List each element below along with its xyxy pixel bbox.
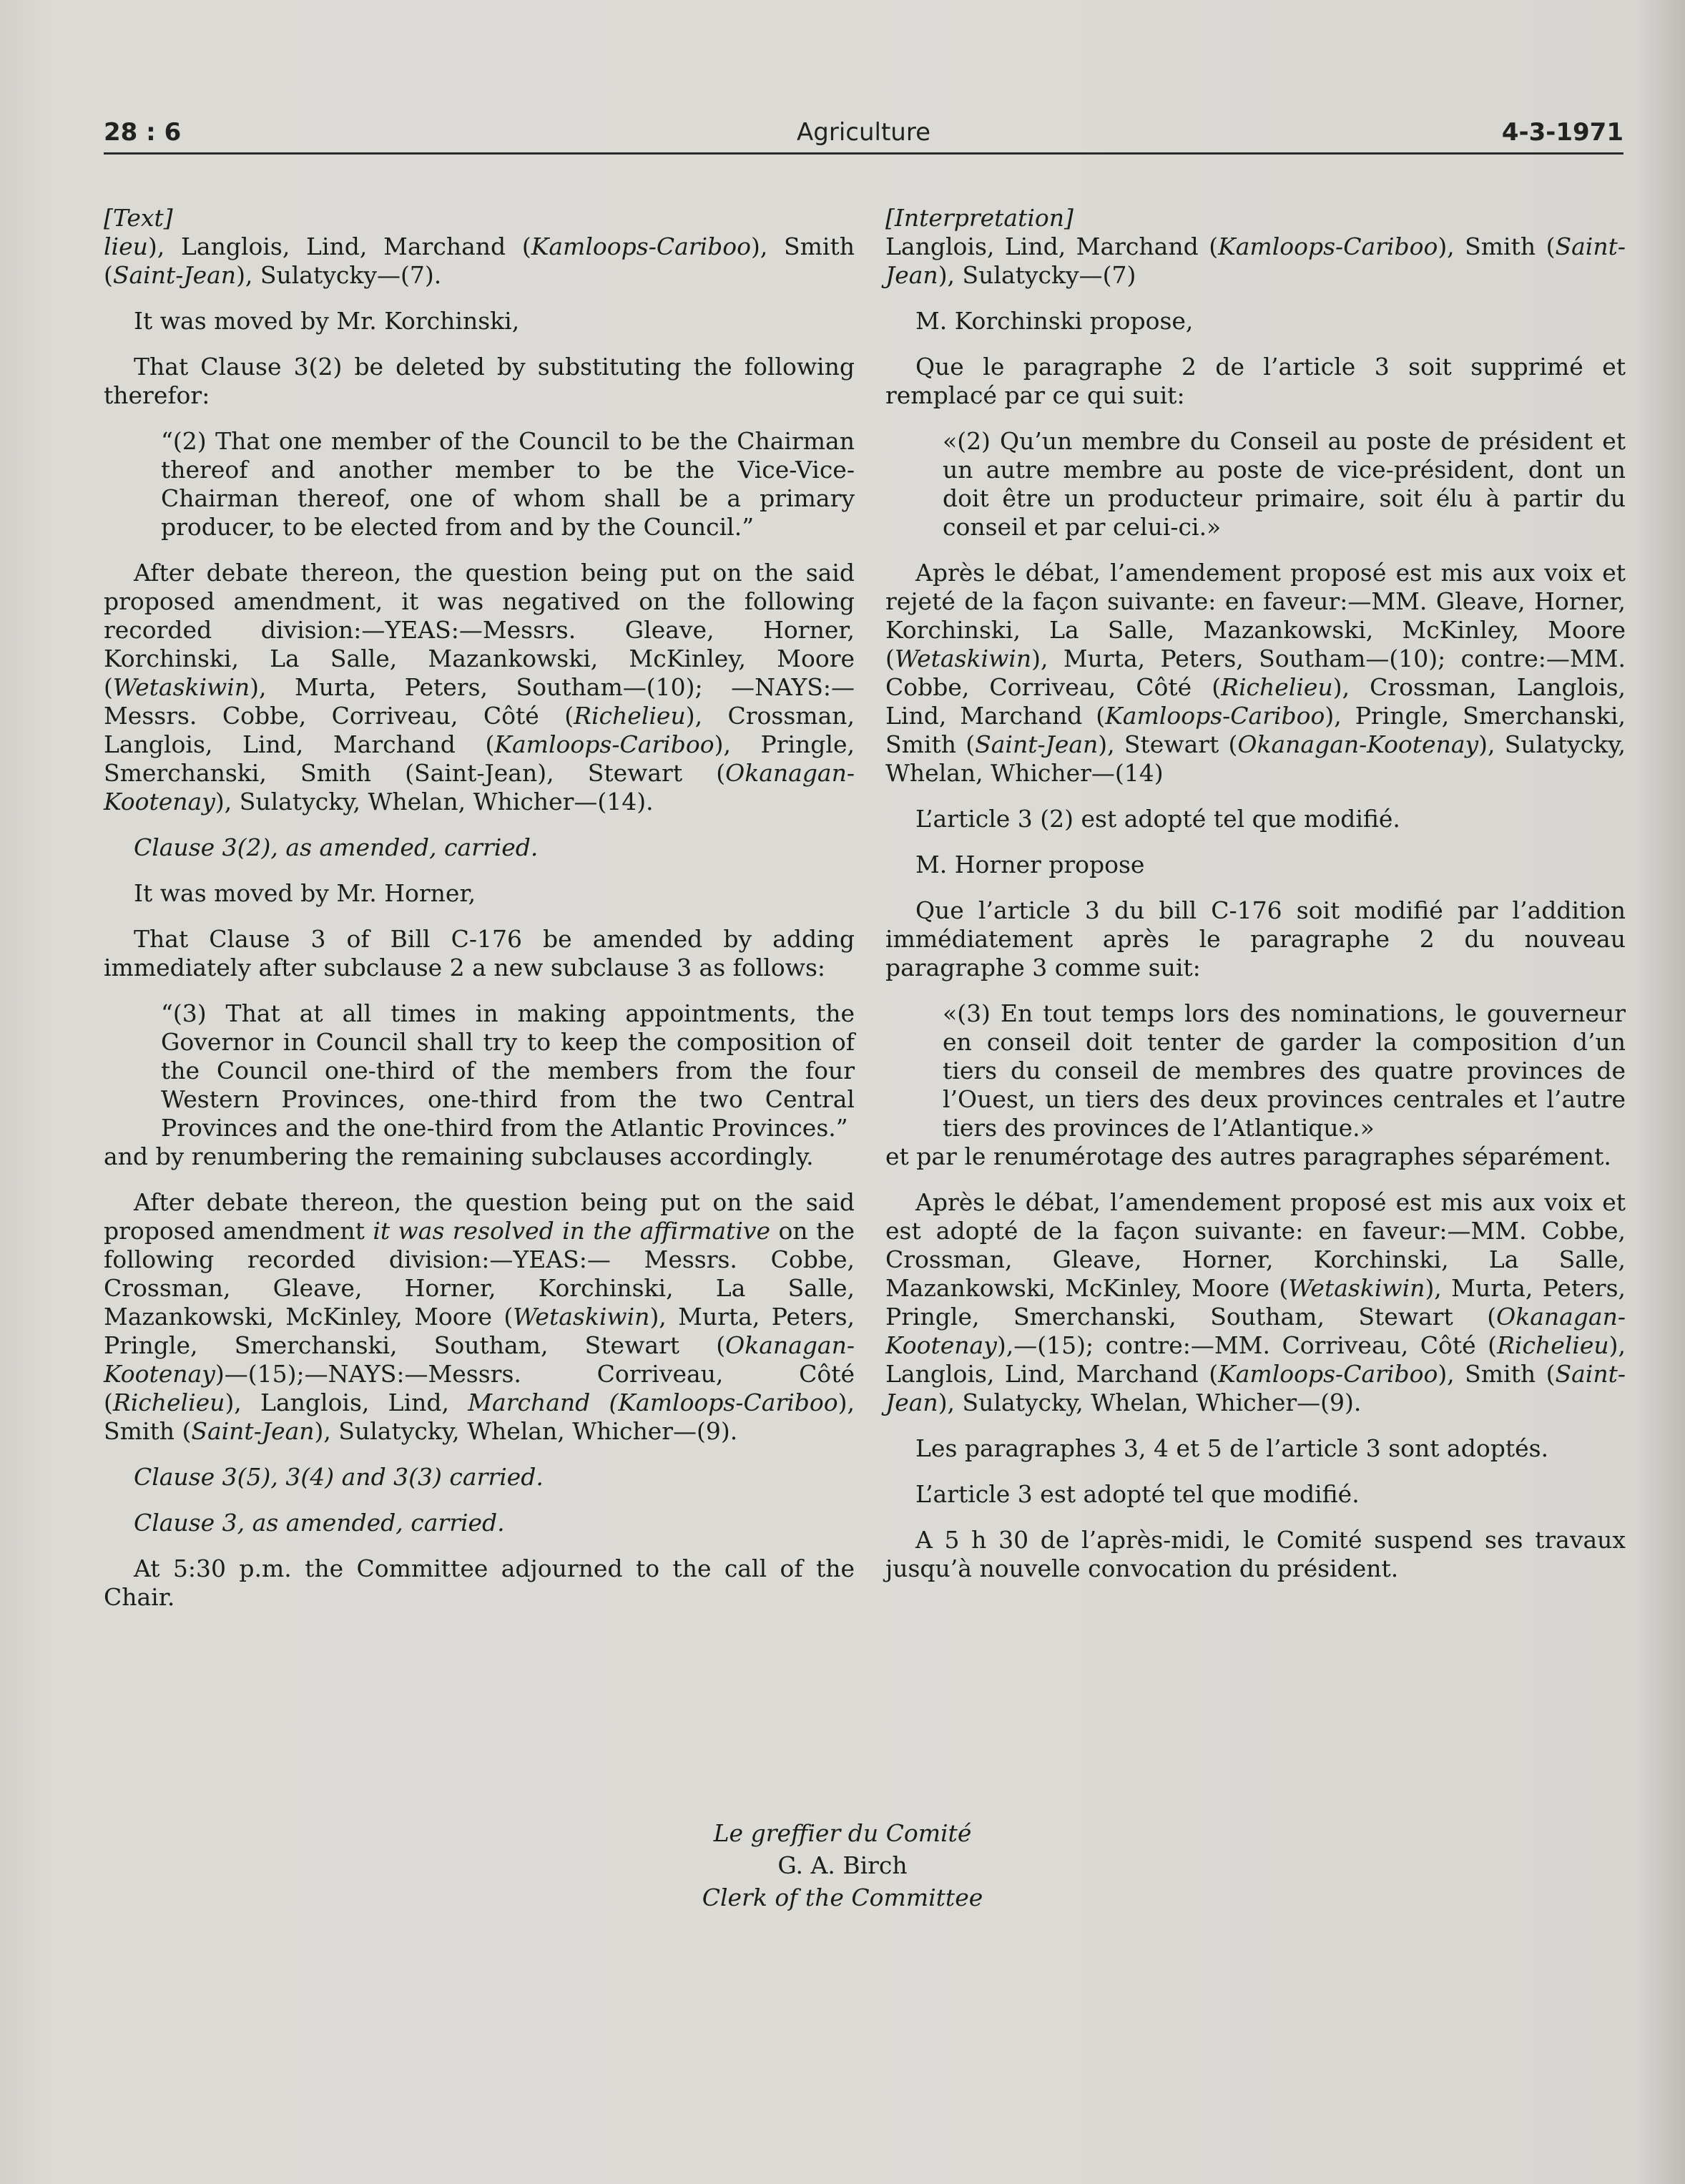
paragraph: M. Horner propose (915, 851, 1145, 878)
page-header (104, 118, 1623, 154)
paragraph: After debate thereon, the question being put on the said proposed amendment it was resolved in the affirmative on the following recorded division:—YEAS:— Messrs. Cobbe, Crossman, Gleave, Horner, Korchinski, La Salle, Mazankowski, McKinley, Moore (Wetaskiwin), Murta, Peters, Pringle, Smerchanski, Southam, Stewart (Okanagan-Kootenay)—(15);—NAYS:—Messrs. Corriveau, Côté (Richelieu), Langlois, Lind, Marchand (Kamloops-Cariboo), Smith (Saint-Jean), Sulatycky, Whelan, Whicher—(9). (104, 1188, 855, 1445)
signature-block (0, 1817, 1685, 1914)
paragraph: M. Korchinski propose, (915, 307, 1194, 335)
quoted-clause: “(2) That one member of the Council to be the Chairman thereof and another member to be the Vice-Vice-Chairman thereof, one of whom shall be a primary producer, to be elected from and by the Council.” (161, 427, 855, 541)
english-column (104, 204, 855, 1629)
column-tag: [Interpretation] (885, 204, 1074, 232)
paragraph: It was moved by Mr. Korchinski, (134, 307, 520, 335)
paragraph: Après le débat, l’amendement proposé est mis aux voix et est adopté de la façon suivante: en faveur:—MM. Cobbe, Crossman, Gleave, Horner, Korchinski, La Salle, Mazankowski, McKinley, Moore (Wetaskiwin), Murta, Peters, Pringle, Smerchanski, Southam, Stewart (Okanagan-Kootenay),—(15); contre:—MM. Corriveau, Côté (Richelieu), Langlois, Lind, Marchand (Kamloops-Cariboo), Smith (Saint-Jean), Sulatycky, Whelan, Whicher—(9). (885, 1188, 1626, 1416)
page-number: 28 : 6 (104, 118, 182, 147)
paragraph: Clause 3(5), 3(4) and 3(3) carried. (134, 1463, 544, 1491)
paragraph: lieu), Langlois, Lind, Marchand (Kamloops-Cariboo), Smith (Saint-Jean), Sulatycky—(7). (104, 232, 855, 289)
signature-name: G. A. Birch (777, 1851, 908, 1879)
paragraph: L’article 3 (2) est adopté tel que modifié. (915, 805, 1400, 833)
quoted-clause: «(2) Qu’un membre du Conseil au poste de président et un autre membre au poste de vice-président, dont un doit être un producteur primaire, soit élu à partir du conseil et par celui-ci.» (943, 427, 1626, 541)
paragraph: Clause 3, as amended, carried. (134, 1509, 505, 1537)
paragraph: Les paragraphes 3, 4 et 5 de l’article 3 sont adoptés. (915, 1434, 1549, 1462)
paragraph: Après le débat, l’amendement proposé est mis aux voix et rejeté de la façon suivante: en faveur:—MM. Gleave, Horner, Korchinski, La Salle, Mazankowski, McKinley, Moore (Wetaskiwin), Murta, Peters, Southam—(10); contre:—MM. Cobbe, Corriveau, Côté (Richelieu), Crossman, Langlois, Lind, Marchand (Kamloops-Cariboo), Pringle, Smerchanski, Smith (Saint-Jean), Stewart (Okanagan-Kootenay), Sulatycky, Whelan, Whicher—(14) (885, 559, 1626, 787)
paragraph: Que l’article 3 du bill C-176 soit modifié par l’addition immédiatement après le paragraphe 2 du nouveau paragraphe 3 comme suit: (885, 896, 1626, 981)
page-date: 4-3-1971 (1501, 118, 1623, 147)
header-rule (104, 152, 1623, 155)
paragraph: Clause 3(2), as amended, carried. (134, 833, 539, 861)
paragraph: It was moved by Mr. Horner, (134, 879, 476, 907)
quoted-clause: «(3) En tout temps lors des nominations, le gouverneur en conseil doit tenter de garder la composition d’un tiers du conseil de membres des quatre provinces de l’Ouest, un tiers des deux provinces centrales et l’autre tiers des provinces de l’Atlantique.» (943, 999, 1626, 1142)
paragraph: L’article 3 est adopté tel que modifié. (915, 1480, 1360, 1508)
column-tag: [Text] (104, 204, 173, 232)
paragraph: After debate thereon, the question being put on the said proposed amendment, it was negatived on the following recorded division:—YEAS:—Messrs. Gleave, Horner, Korchinski, La Salle, Mazankowski, McKinley, Moore (Wetaskiwin), Murta, Peters, Southam—(10); —NAYS:—Messrs. Cobbe, Corriveau, Côté (Richelieu), Crossman, Langlois, Lind, Marchand (Kamloops-Cariboo), Pringle, Smerchanski, Smith (Saint-Jean), Stewart (Okanagan-Kootenay), Sulatycky, Whelan, Whicher—(14). (104, 559, 855, 816)
paragraph: Que le paragraphe 2 de l’article 3 soit supprimé et remplacé par ce qui suit: (885, 353, 1626, 409)
page-title: Agriculture (797, 118, 930, 147)
paragraph: and by renumbering the remaining subclauses accordingly. (104, 1142, 814, 1170)
french-column (885, 204, 1626, 1600)
paragraph: That Clause 3 of Bill C-176 be amended by adding immediately after subclause 2 a new subclause 3 as follows: (104, 925, 855, 981)
paragraph: That Clause 3(2) be deleted by substituting the following therefor: (104, 353, 855, 409)
paragraph: et par le renumérotage des autres paragraphes séparément. (885, 1142, 1611, 1170)
quoted-clause: “(3) That at all times in making appointments, the Governor in Council shall try to keep the composition of the Council one-third of the members from the four Western Provinces, one-third from the two Central Provinces and the one-third from the Atlantic Provinces.” (161, 999, 855, 1142)
signature-title-fr: Le greffier du Comité (713, 1819, 972, 1847)
paragraph: At 5:30 p.m. the Committee adjourned to the call of the Chair. (104, 1554, 855, 1611)
paragraph: A 5 h 30 de l’après-midi, le Comité suspend ses travaux jusqu’à nouvelle convocation du président. (885, 1526, 1626, 1582)
signature-title-en: Clerk of the Committee (702, 1884, 983, 1911)
paragraph: Langlois, Lind, Marchand (Kamloops-Cariboo), Smith (Saint-Jean), Sulatycky—(7) (885, 232, 1626, 289)
